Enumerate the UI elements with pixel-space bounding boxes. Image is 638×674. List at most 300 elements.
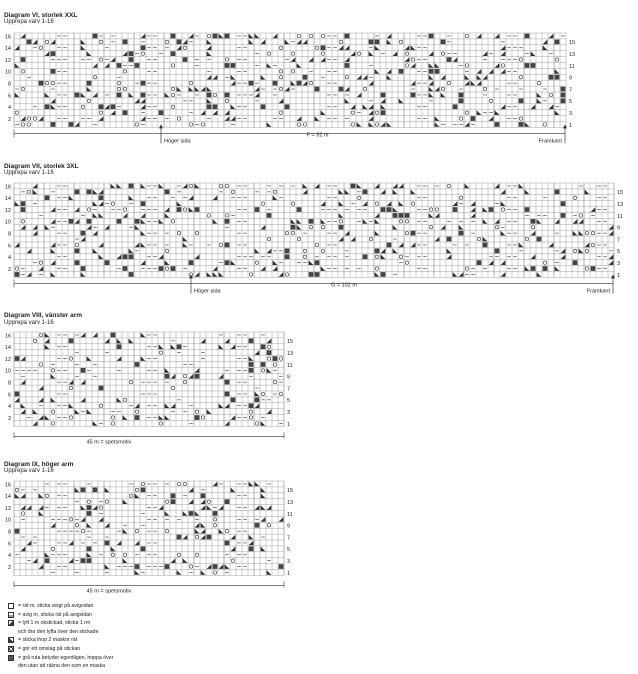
decrease-stitch [69,541,74,546]
yarn-over [183,380,186,383]
yarn-over [21,123,24,126]
slip-knit-pass-icon [8,620,14,626]
yarn-over [489,99,492,102]
yarn-over [195,553,198,556]
yarn-over [459,117,462,120]
decrease-stitch [207,99,212,104]
decrease-stitch [183,184,188,189]
decrease-stitch [555,219,560,224]
no-stitch [555,190,560,195]
decrease-stitch [465,184,470,189]
legend-item [8,636,258,645]
decrease-stitch [99,517,104,522]
decrease-stitch [117,356,122,361]
yarn-over [519,117,522,120]
decrease-stitch [357,75,362,80]
decrease-stitch [141,116,146,121]
no-stitch [87,81,92,86]
decrease-stitch [255,87,260,92]
decrease-stitch [399,99,404,104]
no-stitch [69,339,74,344]
decrease-stitch [315,184,320,189]
no-stitch [207,93,212,98]
yarn-over [225,99,228,102]
decrease-stitch [255,392,260,397]
yarn-over [321,34,324,37]
decrease-stitch [201,110,206,115]
decrease-stitch [111,547,116,552]
yarn-over [201,123,204,126]
yarn-over [165,40,168,43]
decrease-stitch [381,99,386,104]
round-number: 3 [617,261,621,268]
decrease-stitch [609,231,614,236]
no-stitch [255,523,260,528]
no-stitch [495,122,500,127]
round-number: 11 [287,511,293,518]
decrease-stitch [291,81,296,86]
decrease-stitch [453,201,458,206]
yarn-over [219,243,222,246]
decrease-stitch [51,40,56,45]
decrease-stitch [195,523,200,528]
decrease-stitch [273,195,278,200]
decrease-stitch [501,51,506,56]
decrease-stitch [495,110,500,115]
decrease-stitch [15,201,20,206]
yarn-over [171,64,174,67]
no-stitch [525,207,530,212]
yarn-over [477,237,480,240]
decrease-stitch [549,104,554,109]
no-stitch [177,40,182,45]
no-stitch [225,499,230,504]
legend-text: = lyft 1 m okstickad, sticka 1 rm [18,620,91,627]
no-stitch [93,34,98,39]
decrease-stitch [471,213,476,218]
round-number: 15 [287,339,294,346]
yarn-over [165,500,168,503]
decrease-stitch [141,34,146,39]
front-label: Framkant [586,288,610,295]
yarn-over [441,52,444,55]
round-number: 13 [287,351,294,358]
decrease-stitch [159,344,164,349]
decrease-stitch [477,110,482,115]
decrease-stitch [111,110,116,115]
decrease-stitch [105,564,110,569]
yarn-over [111,553,114,556]
round-number: 11 [617,213,623,220]
decrease-stitch [87,87,92,92]
decrease-stitch [99,243,104,248]
row-number: 10 [4,368,11,375]
no-stitch [531,63,536,68]
round-number: 11 [287,362,293,369]
no-stitch [51,51,56,56]
decrease-stitch [231,344,236,349]
decrease-stitch [537,272,542,277]
decrease-stitch [171,374,176,379]
decrease-stitch [21,34,26,39]
yarn-over [39,333,42,336]
round-number: 13 [617,202,624,209]
decrease-stitch [315,116,320,121]
decrease-stitch [93,201,98,206]
decrease-stitch [99,190,104,195]
row-number: 10 [4,69,11,76]
yarn-over [189,81,192,84]
row-number: 2 [7,415,11,422]
decrease-stitch [411,63,416,68]
decrease-stitch [45,415,50,420]
legend-item [8,645,258,654]
no-stitch [309,272,314,277]
no-stitch [471,116,476,121]
no-stitch [321,45,326,50]
yarn-over [81,529,84,532]
decrease-stitch [555,69,560,74]
no-stitch [261,104,266,109]
decrease-stitch [69,195,74,200]
row-number: 16 [4,482,11,489]
decrease-stitch [189,374,194,379]
decrease-stitch [531,104,536,109]
row-number: 4 [7,553,11,560]
round-number: 7 [287,386,291,393]
yarn-over [279,111,282,114]
yarn-over [141,482,144,485]
decrease-stitch [297,219,302,224]
yarn-over [111,422,114,425]
decrease-stitch [393,225,398,230]
no-stitch [81,558,86,563]
chart-grid [14,481,284,575]
decrease-stitch [21,380,26,385]
decrease-stitch [129,249,134,254]
yarn-over [207,214,210,217]
no-stitch [231,63,236,68]
decrease-stitch [39,511,44,516]
no-stitch [315,260,320,265]
decrease-stitch [81,237,86,242]
decrease-stitch [219,529,224,534]
no-stitch [249,403,254,408]
decrease-stitch [261,505,266,510]
decrease-stitch [105,225,110,230]
decrease-stitch [261,488,266,493]
decrease-stitch [501,104,506,109]
yarn-over [111,202,114,205]
yarn-over [45,494,48,497]
decrease-stitch [291,57,296,62]
no-stitch [225,34,230,39]
yarn-over [579,214,582,217]
no-stitch [381,110,386,115]
no-stitch [171,34,176,39]
yarn-over [225,214,228,217]
decrease-stitch [201,87,206,92]
decrease-stitch [477,75,482,80]
no-stitch [105,541,110,546]
decrease-stitch [483,207,488,212]
decrease-stitch [21,356,26,361]
yarn-over [213,93,216,96]
yarn-over [591,243,594,246]
decrease-stitch [411,243,416,248]
yarn-over [297,123,300,126]
decrease-stitch [15,93,20,98]
chart-subtitle: Upprepa varv 1-16 [4,320,54,326]
no-stitch [177,207,182,212]
decrease-stitch [159,219,164,224]
decrease-stitch [261,547,266,552]
yarn-over [279,76,282,79]
decrease-stitch [441,93,446,98]
yarn-over [165,267,168,270]
decrease-stitch [21,409,26,414]
decrease-stitch [33,225,38,230]
no-stitch [15,392,20,397]
chart-title: Diagram VII, storlek 3XL [4,163,79,170]
front-label: Framkant [538,138,562,145]
yarn-over [45,40,48,43]
decrease-stitch [285,40,290,45]
side-label: Höger sida [164,138,191,145]
round-number: 1 [287,421,291,428]
decrease-stitch [165,207,170,212]
decrease-stitch [435,63,440,68]
knitting-chart [0,0,638,160]
decrease-stitch [201,529,206,534]
yarn-over-icon [8,646,14,652]
decrease-stitch [387,122,392,127]
decrease-stitch [87,409,92,414]
decrease-stitch [351,237,356,242]
no-stitch [225,380,230,385]
decrease-stitch [171,344,176,349]
yarn-over [267,345,270,348]
yarn-over [297,237,300,240]
decrease-stitch [93,213,98,218]
row-number: 2 [7,116,11,123]
decrease-stitch [579,219,584,224]
decrease-stitch [297,63,302,68]
decrease-stitch [483,219,488,224]
round-number: 3 [569,111,573,118]
decrease-stitch [39,266,44,271]
decrease-stitch [123,529,128,534]
decrease-stitch [321,201,326,206]
no-stitch [309,219,314,224]
yarn-over [99,40,102,43]
decrease-stitch [411,81,416,86]
decrease-stitch [21,225,26,230]
yarn-over [159,422,162,425]
no-stitch [99,104,104,109]
no-stitch [339,87,344,92]
no-stitch [129,254,134,259]
no-stitch [75,260,80,265]
decrease-stitch [465,81,470,86]
yarn-over [81,105,84,108]
no-stitch [561,87,566,92]
decrease-stitch [21,403,26,408]
decrease-stitch [435,237,440,242]
no-stitch [135,219,140,224]
decrease-stitch [351,104,356,109]
yarn-over [213,571,216,574]
yarn-over [183,482,186,485]
decrease-stitch [261,517,266,522]
decrease-stitch [459,225,464,230]
yarn-over [375,255,378,258]
yarn-over [447,184,450,187]
decrease-stitch [267,122,272,127]
decrease-stitch [111,57,116,62]
decrease-stitch [387,201,392,206]
decrease-stitch [369,122,374,127]
yarn-over [15,267,18,270]
yarn-over [39,46,42,49]
no-stitch [411,93,416,98]
decrease-stitch [579,231,584,236]
decrease-stitch [279,99,284,104]
decrease-stitch [225,116,230,121]
round-number: 5 [287,398,291,405]
decrease-stitch [267,409,272,414]
no-stitch [69,122,74,127]
decrease-stitch [15,493,20,498]
yarn-over [129,380,132,383]
yarn-over [21,220,24,223]
decrease-stitch [339,190,344,195]
round-number: 5 [617,249,621,256]
decrease-stitch [399,243,404,248]
decrease-stitch [489,69,494,74]
no-stitch [399,69,404,74]
round-number: 3 [287,410,291,417]
no-stitch [273,356,278,361]
decrease-stitch [39,505,44,510]
no-stitch [21,207,26,212]
no-stitch [561,93,566,98]
decrease-stitch [447,249,452,254]
no-stitch [177,344,182,349]
decrease-stitch [393,207,398,212]
yarn-over [129,494,132,497]
decrease-stitch [267,505,272,510]
decrease-stitch [591,207,596,212]
yarn-over [267,524,270,527]
yarn-over [261,392,264,395]
yarn-over [411,202,414,205]
decrease-stitch [525,190,530,195]
decrease-stitch [477,81,482,86]
yarn-over [165,249,168,252]
decrease-stitch [51,523,56,528]
decrease-stitch [45,93,50,98]
yarn-over [447,81,450,84]
decrease-stitch [477,69,482,74]
decrease-stitch [81,398,86,403]
yarn-over [543,123,546,126]
decrease-stitch [411,190,416,195]
yarn-over [405,261,408,264]
decrease-stitch [429,63,434,68]
decrease-stitch [387,34,392,39]
decrease-stitch [279,517,284,522]
decrease-stitch [249,535,254,540]
decrease-stitch [261,225,266,230]
yarn-over [183,46,186,49]
round-number: 13 [569,52,576,59]
no-stitch [21,57,26,62]
decrease-stitch [81,517,86,522]
no-stitch [381,93,386,98]
yarn-over [123,553,126,556]
decrease-stitch [219,272,224,277]
decrease-stitch [93,190,98,195]
no-stitch [261,344,266,349]
decrease-stitch [399,184,404,189]
round-number: 9 [569,75,573,82]
decrease-stitch [51,207,56,212]
width-label: F = 92 m [306,132,329,139]
decrease-stitch [369,104,374,109]
decrease-stitch [339,45,344,50]
yarn-over [171,93,174,96]
round-number: 5 [569,99,573,106]
no-stitch [129,57,134,62]
decrease-stitch [225,564,230,569]
decrease-stitch [435,116,440,121]
no-stitch [441,40,446,45]
decrease-stitch [339,237,344,242]
no-stitch [165,190,170,195]
no-stitch [363,190,368,195]
yarn-over [123,87,126,90]
round-number: 13 [287,500,294,507]
decrease-stitch [141,99,146,104]
no-stitch [519,122,524,127]
yarn-over [225,58,228,61]
decrease-stitch [249,356,254,361]
decrease-stitch [111,184,116,189]
yarn-over [459,196,462,199]
no-stitch [363,254,368,259]
decrease-stitch [231,116,236,121]
decrease-stitch [363,75,368,80]
no-stitch [213,564,218,569]
yarn-over [375,111,378,114]
no-stitch [267,350,272,355]
decrease-stitch [201,505,206,510]
no-stitch [573,260,578,265]
yarn-over [123,398,126,401]
decrease-stitch [375,213,380,218]
decrease-stitch [183,237,188,242]
yarn-over [375,267,378,270]
yarn-over [591,231,594,234]
decrease-stitch [207,505,212,510]
decrease-stitch [525,122,530,127]
decrease-stitch [201,523,206,528]
decrease-stitch [45,339,50,344]
yarn-over [525,237,528,240]
no-stitch [255,398,260,403]
no-stitch [141,81,146,86]
